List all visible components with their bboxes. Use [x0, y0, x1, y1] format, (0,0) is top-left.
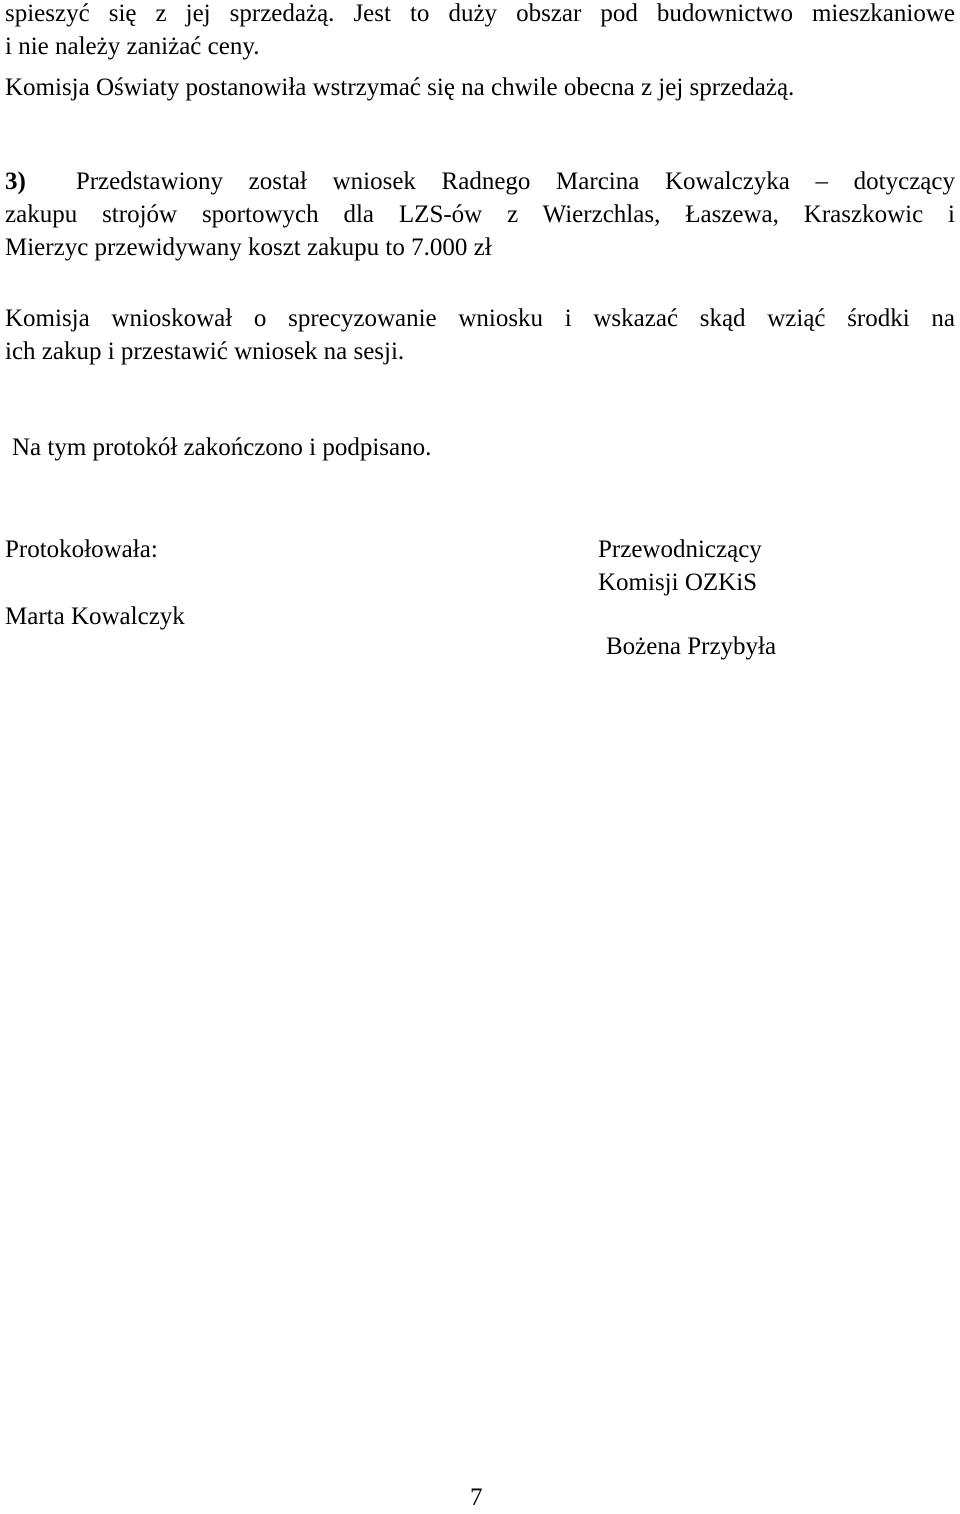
chairman-role-line-1: Przewodniczący: [598, 536, 762, 563]
closing-text: Na tym protokół zakończono i podpisano.: [12, 434, 432, 461]
commission-request-paragraph: [5, 302, 955, 368]
item-3-paragraph: [5, 165, 955, 264]
intro-line-1: spieszyć się z jej sprzedażą. Jest to duży obszar pod budownictwo mieszkaniowe: [5, 0, 955, 27]
commission-decision-paragraph: [5, 71, 955, 104]
commission-request-line-2: ich zakup i przestawić wniosek na sesji.: [5, 338, 405, 365]
chairman-name: Bożena Przybyła: [606, 633, 777, 660]
commission-request-line-1: Komisja wnioskował o sprecyzowanie wniosku i wskazać skąd wziąć środki na: [5, 305, 955, 332]
item-3-line-2: zakupu strojów sportowych dla LZS-ów z Wierzchlas, Łaszewa, Kraszkowic i: [5, 201, 955, 228]
intro-paragraph: [5, 0, 955, 63]
commission-decision-text: Komisja Oświaty postanowiła wstrzymać się na chwile obecna z jej sprzedażą.: [5, 74, 795, 101]
intro-line-2: i nie należy zaniżać ceny.: [5, 33, 260, 60]
signature-chairman: [598, 533, 776, 663]
chairman-role-line-2: Komisji OZKiS: [598, 569, 758, 596]
item-3-line-1: [5, 165, 955, 198]
closing-paragraph: [12, 431, 960, 464]
item-3-line-3: Mierzyc przewidywany koszt zakupu to 7.000 zł: [5, 234, 492, 261]
recorder-name: Marta Kowalczyk: [5, 603, 185, 630]
item-3-line-1-text: Przedstawiony został wniosek Radnego Marcina Kowalczyka – dotyczący: [75, 168, 955, 195]
item-3-number: 3): [5, 168, 26, 195]
page-number: 7: [470, 1484, 483, 1511]
recorder-role: Protokołowała:: [5, 536, 158, 563]
signature-recorder: [5, 533, 185, 633]
